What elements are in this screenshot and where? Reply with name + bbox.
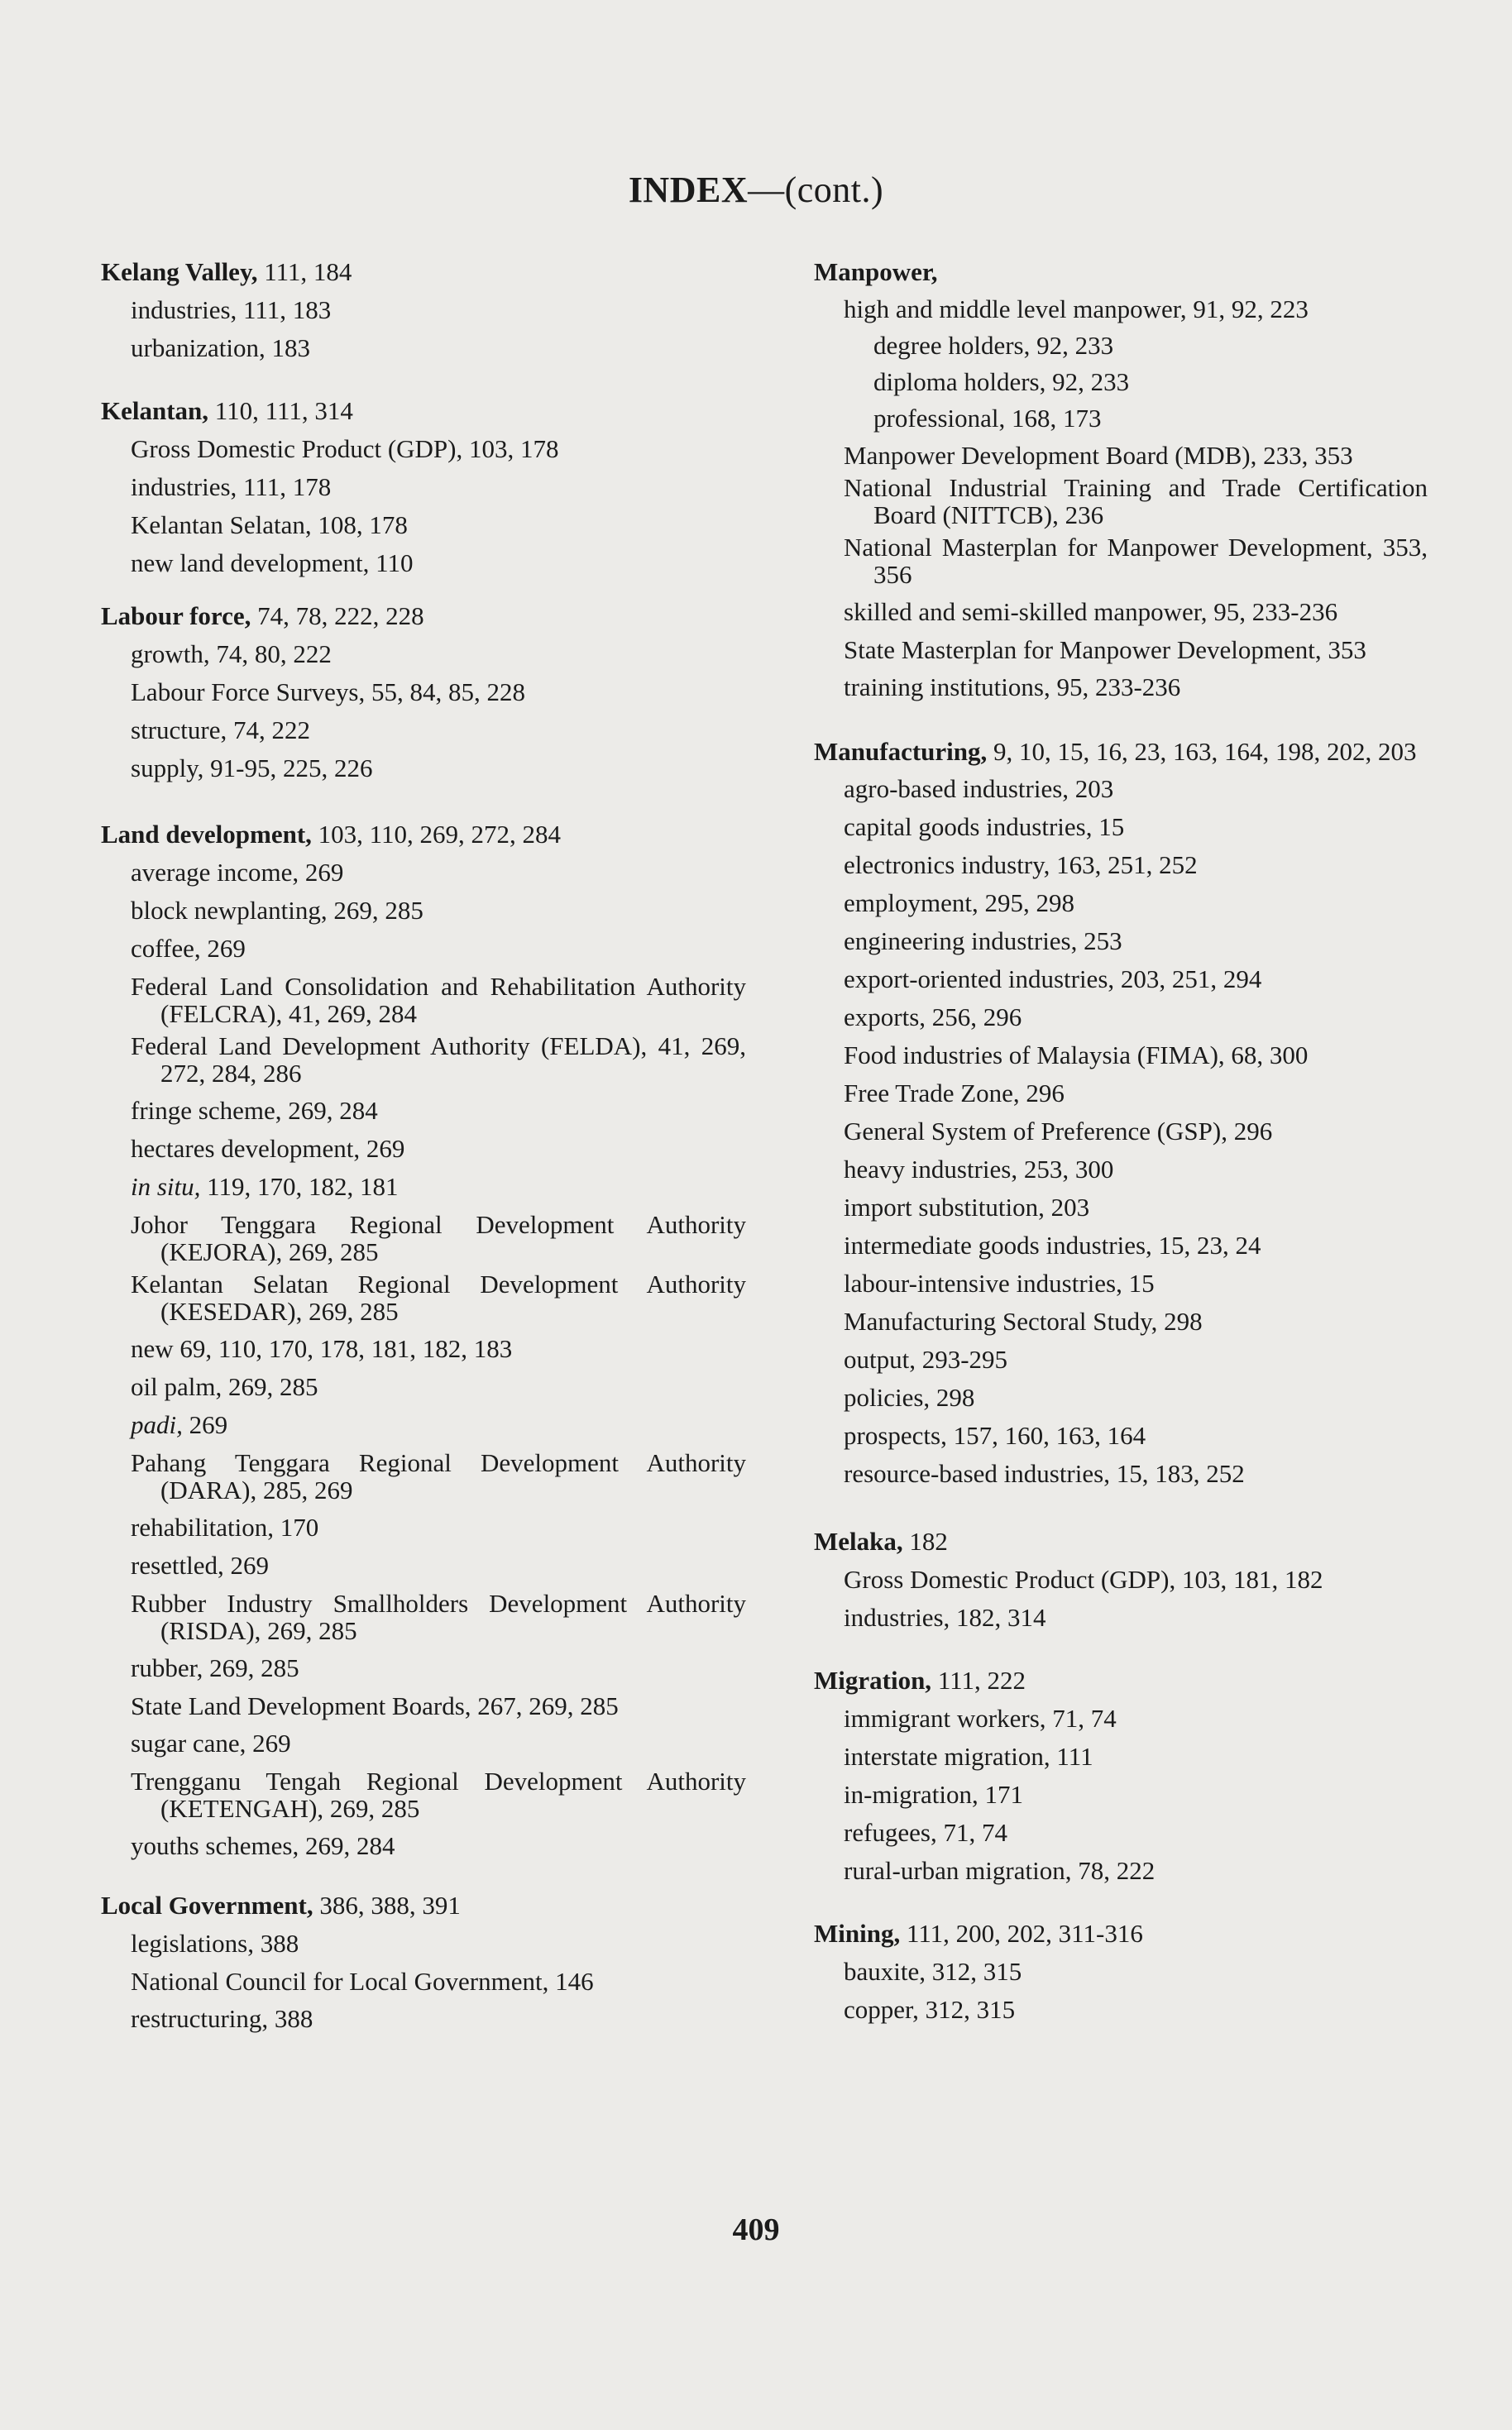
sub-entry: export-oriented industries, 203, 251, 294 [844, 964, 1262, 993]
entry-pages: 111, 222 [931, 1666, 1026, 1695]
sub-entry: industries, 111, 178 [131, 472, 332, 501]
entry-heading: Kelantan, [101, 396, 209, 425]
sub-entry: growth, 74, 80, 222 [131, 639, 332, 668]
sub-entry: Labour Force Surveys, 55, 84, 85, 228 [131, 677, 525, 706]
sub-entry: employment, 295, 298 [844, 888, 1074, 917]
entry-labour-force [101, 597, 746, 635]
sub-entry: rubber, 269, 285 [131, 1653, 299, 1682]
sub-entry: Federal Land Consolidation and Rehabilitation Authority (FELCRA), 41, 269, 284 [131, 972, 746, 1028]
sub-entry: new land development, 110 [131, 548, 414, 577]
sub-entry: Trengganu Tengah Regional Development Authority (KETENGAH), 269, 285 [131, 1767, 746, 1823]
entry-heading: Labour force, [101, 601, 251, 630]
sub-sub-entry: diploma holders, 92, 233 [873, 367, 1130, 396]
sub-entry: Food industries of Malaysia (FIMA), 68, 300 [844, 1040, 1309, 1069]
sub-entry: rehabilitation, 170 [131, 1513, 319, 1542]
sub-entry: interstate migration, 111 [844, 1742, 1093, 1771]
sub-entry: engineering industries, 253 [844, 926, 1122, 955]
sub-entry: average income, 269 [131, 858, 344, 887]
entry-kelang-valley [101, 253, 746, 291]
sub-entry: immigrant workers, 71, 74 [844, 1704, 1117, 1733]
sub-sub-entry: degree holders, 92, 233 [873, 331, 1114, 360]
sub-entry: policies, 298 [844, 1383, 975, 1412]
entry-heading: Melaka, [814, 1527, 903, 1556]
sub-entry: National Industrial Training and Trade Certification Board (NITTCB), 236 [844, 473, 1428, 529]
sub-entry: refugees, 71, 74 [844, 1818, 1007, 1847]
entry-pages: 386, 388, 391 [313, 1891, 461, 1920]
title-suffix: —(cont.) [748, 170, 884, 210]
sub-entry: fringe scheme, 269, 284 [131, 1096, 378, 1125]
sub-entry: structure, 74, 222 [131, 715, 310, 744]
sub-sub-entry: professional, 168, 173 [873, 404, 1102, 433]
sub-entry: agro-based industries, 203 [844, 774, 1114, 803]
sub-entry: Kelantan Selatan, 108, 178 [131, 510, 408, 539]
sub-entry: supply, 91-95, 225, 226 [131, 753, 373, 782]
sub-entry: in-migration, 171 [844, 1780, 1023, 1809]
sub-entry: Gross Domestic Product (GDP), 103, 178 [131, 434, 559, 463]
entry-heading: Land development, [101, 820, 312, 849]
entry-melaka [814, 1523, 1428, 1561]
entry-local-government [101, 1887, 746, 1925]
sub-entry: copper, 312, 315 [844, 1995, 1016, 2024]
entry-pages: 110, 111, 314 [208, 396, 353, 425]
entry-manpower: Manpower, [814, 257, 938, 286]
sub-entry: prospects, 157, 160, 163, 164 [844, 1421, 1146, 1450]
sub-entry: industries, 182, 314 [844, 1603, 1046, 1632]
sub-entry [101, 1406, 746, 1444]
italic-term: padi, [131, 1410, 183, 1439]
sub-entry: labour-intensive industries, 15 [844, 1269, 1155, 1298]
sub-entry: urbanization, 183 [131, 333, 310, 362]
sub-entry: Pahang Tenggara Regional Development Authority (DARA), 285, 269 [131, 1448, 746, 1504]
sub-entry: hectares development, 269 [131, 1134, 405, 1163]
entry-pages: 182 [902, 1527, 948, 1556]
entry-pages: 269 [182, 1410, 228, 1439]
sub-entry: training institutions, 95, 233-236 [844, 672, 1181, 701]
entry-pages: 74, 78, 222, 228 [251, 601, 424, 630]
sub-entry: import substitution, 203 [844, 1193, 1090, 1222]
sub-entry: Gross Domestic Product (GDP), 103, 181, 182 [844, 1565, 1323, 1594]
sub-entry: Federal Land Development Authority (FELDA), 41, 269, 272, 284, 286 [131, 1031, 746, 1088]
sub-entry: new 69, 110, 170, 178, 181, 182, 183 [131, 1334, 513, 1363]
title-main: INDEX [628, 170, 749, 210]
sub-entry: resource-based industries, 15, 183, 252 [844, 1459, 1245, 1488]
sub-entry: heavy industries, 253, 300 [844, 1155, 1114, 1184]
entry-pages: 9, 10, 15, 16, 23, 163, 164, 198, 202, 203 [987, 737, 1417, 766]
sub-entry [101, 1168, 746, 1206]
entry-pages: 111, 184 [257, 257, 352, 286]
sub-entry: block newplanting, 269, 285 [131, 896, 423, 925]
right-column [814, 253, 1428, 2029]
sub-entry: exports, 256, 296 [844, 1002, 1022, 1031]
entry-pages: 111, 200, 202, 311-316 [900, 1919, 1143, 1948]
entry-heading: Kelang Valley, [101, 257, 258, 286]
sub-entry: Free Trade Zone, 296 [844, 1079, 1065, 1107]
sub-entry: sugar cane, 269 [131, 1729, 291, 1758]
sub-entry: resettled, 269 [131, 1551, 270, 1580]
entry-pages: 103, 110, 269, 272, 284 [311, 820, 562, 849]
sub-entry: output, 293-295 [844, 1345, 1008, 1374]
sub-entry: industries, 111, 183 [131, 295, 332, 324]
sub-entry: rural-urban migration, 78, 222 [844, 1856, 1156, 1885]
sub-entry: Johor Tenggara Regional Development Authority (KEJORA), 269, 285 [131, 1210, 746, 1266]
sub-entry: capital goods industries, 15 [844, 812, 1125, 841]
sub-entry: high and middle level manpower, 91, 92, 223 [844, 294, 1309, 323]
entry-kelantan [101, 392, 746, 430]
entry-manufacturing [814, 738, 1428, 765]
sub-entry: National Council for Local Government, 146 [131, 1967, 594, 1996]
sub-entry: restructuring, 388 [131, 2004, 313, 2033]
sub-entry: bauxite, 312, 315 [844, 1957, 1022, 1986]
sub-entry: coffee, 269 [131, 934, 246, 963]
entry-heading: Manufacturing, [814, 737, 988, 766]
sub-entry: State Land Development Boards, 267, 269, 285 [131, 1691, 619, 1720]
entry-pages: 119, 170, 182, 181 [200, 1172, 399, 1201]
entry-mining [814, 1915, 1428, 1953]
entry-land-development [101, 816, 746, 854]
entry-migration [814, 1662, 1428, 1700]
sub-entry: intermediate goods industries, 15, 23, 24 [844, 1231, 1261, 1260]
sub-entry: oil palm, 269, 285 [131, 1372, 318, 1401]
sub-entry: Manufacturing Sectoral Study, 298 [844, 1307, 1203, 1336]
sub-entry: legislations, 388 [131, 1929, 299, 1958]
italic-term: in situ, [131, 1172, 201, 1201]
sub-entry: Manpower Development Board (MDB), 233, 353 [844, 441, 1353, 470]
entry-heading: Local Government, [101, 1891, 313, 1920]
page-title [0, 169, 1512, 211]
sub-entry: skilled and semi-skilled manpower, 95, 233-236 [844, 597, 1338, 626]
entry-heading: Mining, [814, 1919, 901, 1948]
sub-entry: Kelantan Selatan Regional Development Authority (KESEDAR), 269, 285 [131, 1270, 746, 1326]
sub-entry: electronics industry, 163, 251, 252 [844, 850, 1198, 879]
page-number: 409 [732, 2212, 780, 2247]
sub-entry: State Masterplan for Manpower Development, 353 [844, 635, 1366, 664]
sub-entry: General System of Preference (GSP), 296 [844, 1117, 1273, 1146]
sub-entry: National Masterplan for Manpower Development, 353, 356 [844, 533, 1428, 589]
sub-entry: Rubber Industry Smallholders Development Authority (RISDA), 269, 285 [131, 1589, 746, 1645]
entry-heading: Migration, [814, 1666, 932, 1695]
sub-entry: youths schemes, 269, 284 [131, 1831, 395, 1860]
left-column [101, 253, 746, 2038]
